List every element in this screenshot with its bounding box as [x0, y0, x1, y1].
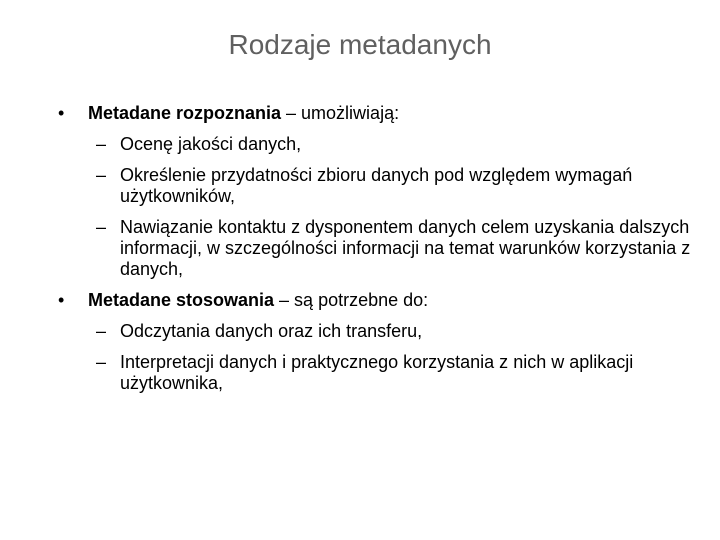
slide-content [56, 103, 706, 404]
subitem-odczytania-danych [56, 321, 706, 342]
dash-marker: – [96, 134, 107, 154]
subitem-text: Ocenę jakości danych, [120, 134, 302, 154]
subitem-text: Określenie przydatności zbioru danych pod względem wymagań użytkowników, [120, 165, 633, 206]
bullet-term: Metadane stosowania [88, 290, 275, 310]
subitem-text: Nawiązanie kontaktu z dysponentem danych celem uzyskania dalszych informacji, w szczególności informacji na temat warunków korzystania z danych, [120, 217, 691, 279]
subitem-okreslenie-przydatnosci [56, 165, 706, 207]
bullet-metadane-rozpoznania [56, 103, 706, 124]
subitem-interpretacji-danych [56, 352, 706, 394]
dash-marker: – [96, 352, 107, 372]
bullet-text: – umożliwiają: [281, 103, 400, 123]
bullet-text: – są potrzebne do: [274, 290, 429, 310]
dash-marker: – [96, 217, 107, 237]
bullet-marker: • [58, 290, 65, 310]
dash-marker: – [96, 321, 107, 341]
bullet-marker: • [58, 103, 65, 123]
subitem-text: Interpretacji danych i praktycznego korzystania z nich w aplikacji użytkownika, [120, 352, 634, 393]
slide-title: Rodzaje metadanych [228, 29, 492, 60]
subitem-text: Odczytania danych oraz ich transferu, [120, 321, 423, 341]
bullet-metadane-stosowania [56, 290, 706, 311]
subitem-ocena-jakosci [56, 134, 706, 155]
dash-marker: – [96, 165, 107, 185]
bullet-term: Metadane rozpoznania [88, 103, 282, 123]
subitem-nawiazanie-kontaktu [56, 217, 706, 280]
